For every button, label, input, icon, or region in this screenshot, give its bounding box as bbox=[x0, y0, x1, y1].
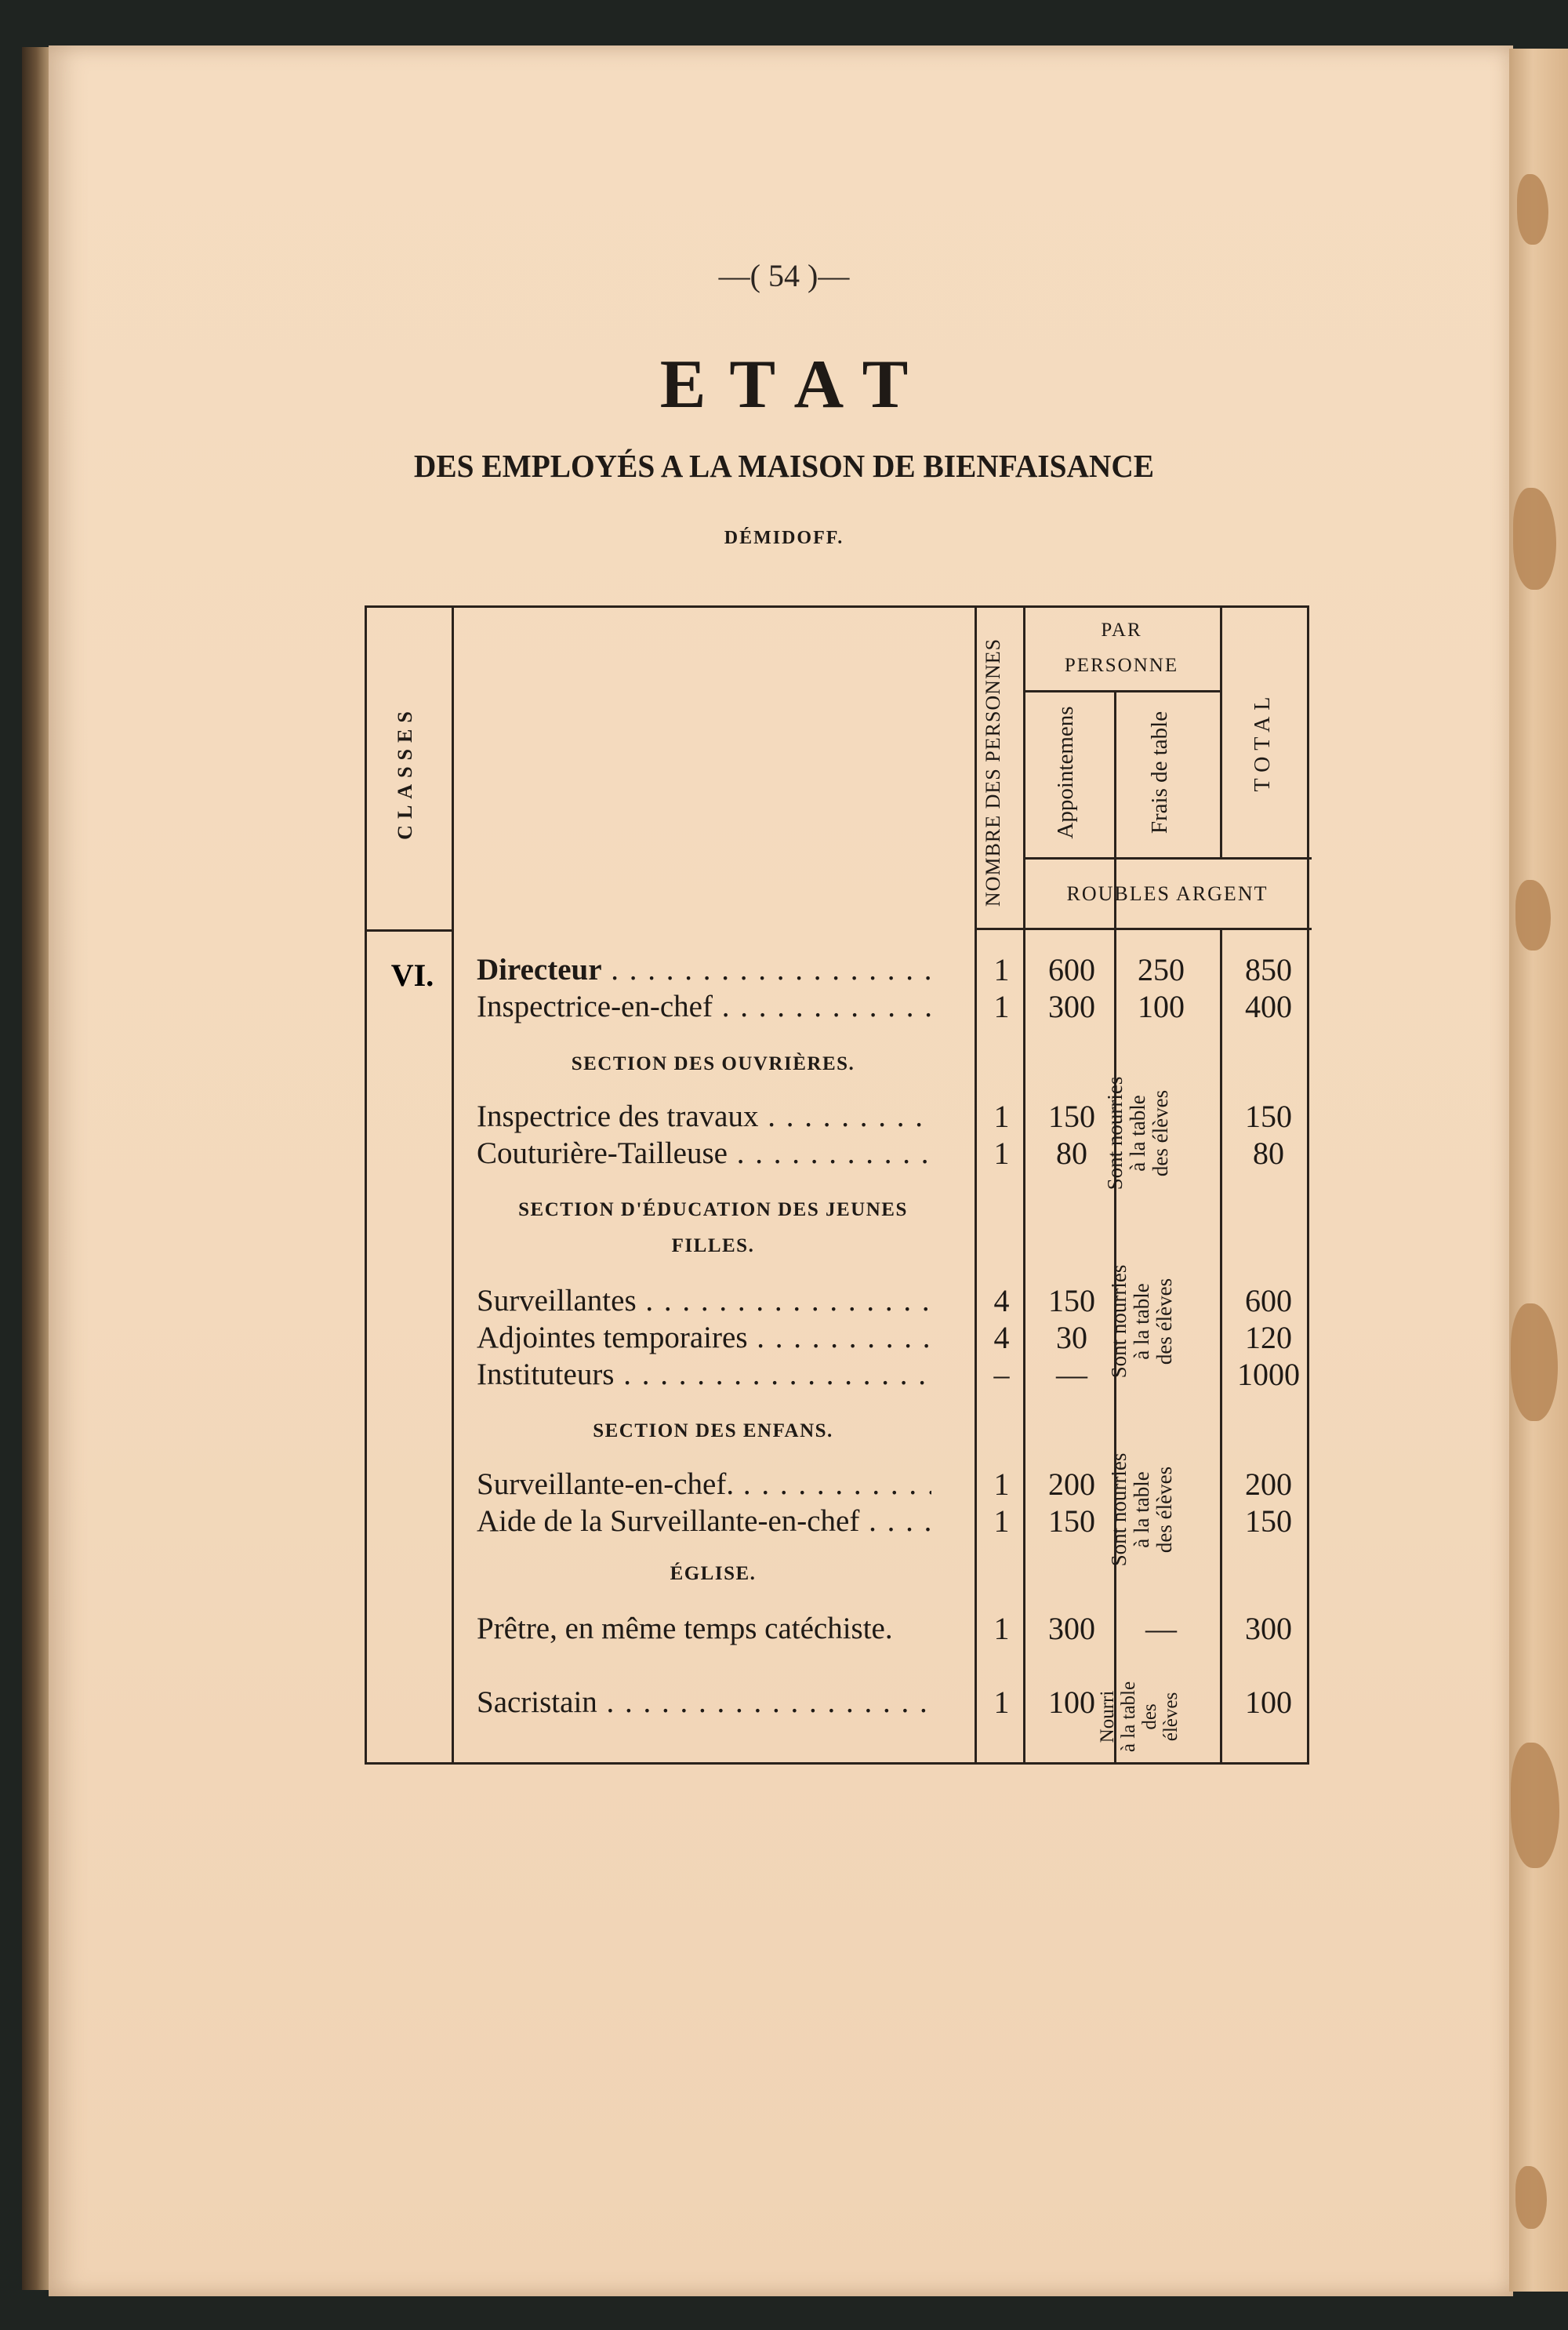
nombre-cell: 1 bbox=[993, 1611, 1010, 1646]
row-label: Inspectrice-en-chef . . . bbox=[477, 990, 931, 1024]
total-cell: 100 bbox=[1245, 1685, 1292, 1720]
column-divider bbox=[1023, 608, 1025, 1762]
total-cell: 150 bbox=[1245, 1503, 1292, 1539]
appointemens-cell: 200 bbox=[1048, 1467, 1095, 1502]
nombre-cell: 1 bbox=[993, 989, 1010, 1024]
header-divider bbox=[1023, 690, 1220, 692]
nombre-cell: 1 bbox=[993, 1503, 1010, 1539]
row-label: Prêtre, en même temps catéchiste. bbox=[477, 1612, 893, 1645]
paper-tear bbox=[1511, 1303, 1558, 1421]
frais-header: Frais de table bbox=[1147, 711, 1172, 834]
total-cell: 80 bbox=[1253, 1136, 1284, 1171]
row-label: Surveillantes . . . bbox=[477, 1284, 931, 1318]
note-enfans: Sont nourries à la table des élèves bbox=[1107, 1452, 1176, 1567]
total-header: TOTAL bbox=[1250, 690, 1275, 792]
frais-cell: 250 bbox=[1138, 952, 1185, 987]
paper-tear bbox=[1515, 2166, 1547, 2229]
employees-table bbox=[365, 605, 1309, 1765]
appointemens-cell: 300 bbox=[1048, 989, 1095, 1024]
appointemens-cell: 30 bbox=[1056, 1320, 1087, 1355]
page-subtitle-name: DÉMIDOFF. bbox=[724, 528, 844, 548]
classes-header: CLASSES bbox=[394, 705, 416, 840]
row-label: Surveillante-en-chef. . . . bbox=[477, 1467, 931, 1502]
par-header: PAR bbox=[1101, 620, 1142, 641]
section-heading: ÉGLISE. bbox=[670, 1563, 757, 1584]
total-cell: 150 bbox=[1245, 1099, 1292, 1134]
page-subtitle: DES EMPLOYÉS A LA MAISON DE BIENFAISANCE bbox=[413, 448, 1155, 484]
nombre-cell: 4 bbox=[993, 1283, 1010, 1318]
column-divider bbox=[1220, 608, 1222, 859]
personne-header: PERSONNE bbox=[1064, 655, 1179, 676]
table-row bbox=[367, 990, 1312, 1024]
section-heading-cont: FILLES. bbox=[671, 1235, 755, 1256]
appointemens-cell: 600 bbox=[1048, 952, 1095, 987]
page-number: —( 54 )— bbox=[718, 258, 850, 293]
header-divider bbox=[1023, 857, 1312, 860]
note-jeunes-filles: Sont nourries à la table des élèves bbox=[1107, 1264, 1176, 1379]
nombre-cell: 1 bbox=[993, 1685, 1010, 1720]
appointemens-cell: 150 bbox=[1048, 1503, 1095, 1539]
paper-tear bbox=[1515, 880, 1551, 951]
total-cell: 1000 bbox=[1237, 1357, 1300, 1392]
row-label: Couturière-Tailleuse . . . bbox=[477, 1136, 931, 1171]
appointemens-cell: 100 bbox=[1048, 1685, 1095, 1720]
appointemens-cell: 80 bbox=[1056, 1136, 1087, 1171]
note-sacristain: Nourri à la table des élèves bbox=[1097, 1681, 1181, 1753]
header-divider bbox=[975, 928, 1312, 930]
roubles-header: ROUBLES ARGENT bbox=[1066, 882, 1269, 905]
page-title: ETAT bbox=[659, 347, 932, 423]
total-cell: 600 bbox=[1245, 1283, 1292, 1318]
row-label: Inspectrice des travaux . . . bbox=[477, 1100, 931, 1134]
row-label: Instituteurs . . . bbox=[477, 1358, 931, 1392]
nombre-cell: – bbox=[993, 1357, 1010, 1392]
total-cell: 850 bbox=[1245, 952, 1292, 987]
total-cell: 120 bbox=[1245, 1320, 1292, 1355]
row-label: Aide de la Surveillante-en-chef . . . bbox=[477, 1504, 931, 1539]
section-heading: SECTION DES OUVRIÈRES. bbox=[571, 1053, 855, 1074]
nombre-cell: 1 bbox=[993, 952, 1010, 987]
appointemens-cell: 150 bbox=[1048, 1099, 1095, 1134]
note-ouvrieres: Sont nourries à la table des élèves bbox=[1103, 1076, 1172, 1190]
column-divider bbox=[1114, 690, 1116, 1762]
section-heading: SECTION D'ÉDUCATION DES JEUNES bbox=[518, 1199, 908, 1220]
total-cell: 200 bbox=[1245, 1467, 1292, 1502]
paper-tear bbox=[1517, 174, 1548, 245]
row-label: Sacristain . . . bbox=[477, 1685, 931, 1720]
nombre-cell: 1 bbox=[993, 1136, 1010, 1171]
appointemens-header: Appointemens bbox=[1053, 706, 1078, 839]
class-value: VI. bbox=[390, 958, 434, 993]
column-divider bbox=[975, 608, 977, 1762]
total-cell: 400 bbox=[1245, 989, 1292, 1024]
nombre-cell: 4 bbox=[993, 1320, 1010, 1355]
total-cell: 300 bbox=[1245, 1611, 1292, 1646]
appointemens-cell: 300 bbox=[1048, 1611, 1095, 1646]
column-divider bbox=[452, 608, 454, 1762]
table-row bbox=[367, 1612, 1312, 1646]
appointemens-cell: — bbox=[1056, 1357, 1087, 1392]
nombre-cell: 1 bbox=[993, 1099, 1010, 1134]
nombre-cell: 1 bbox=[993, 1467, 1010, 1502]
table-row bbox=[367, 953, 1312, 987]
header-divider bbox=[367, 929, 452, 932]
appointemens-cell: 150 bbox=[1048, 1283, 1095, 1318]
row-label: Adjointes temporaires . . . bbox=[477, 1321, 931, 1355]
paper-tear bbox=[1511, 1743, 1559, 1868]
row-label: Directeur . . . bbox=[477, 953, 931, 987]
section-heading: SECTION DES ENFANS. bbox=[593, 1420, 833, 1441]
frais-cell: 100 bbox=[1138, 989, 1185, 1024]
frais-cell: — bbox=[1145, 1611, 1177, 1646]
nombre-header: NOMBRE DES PERSONNES bbox=[982, 638, 1004, 907]
